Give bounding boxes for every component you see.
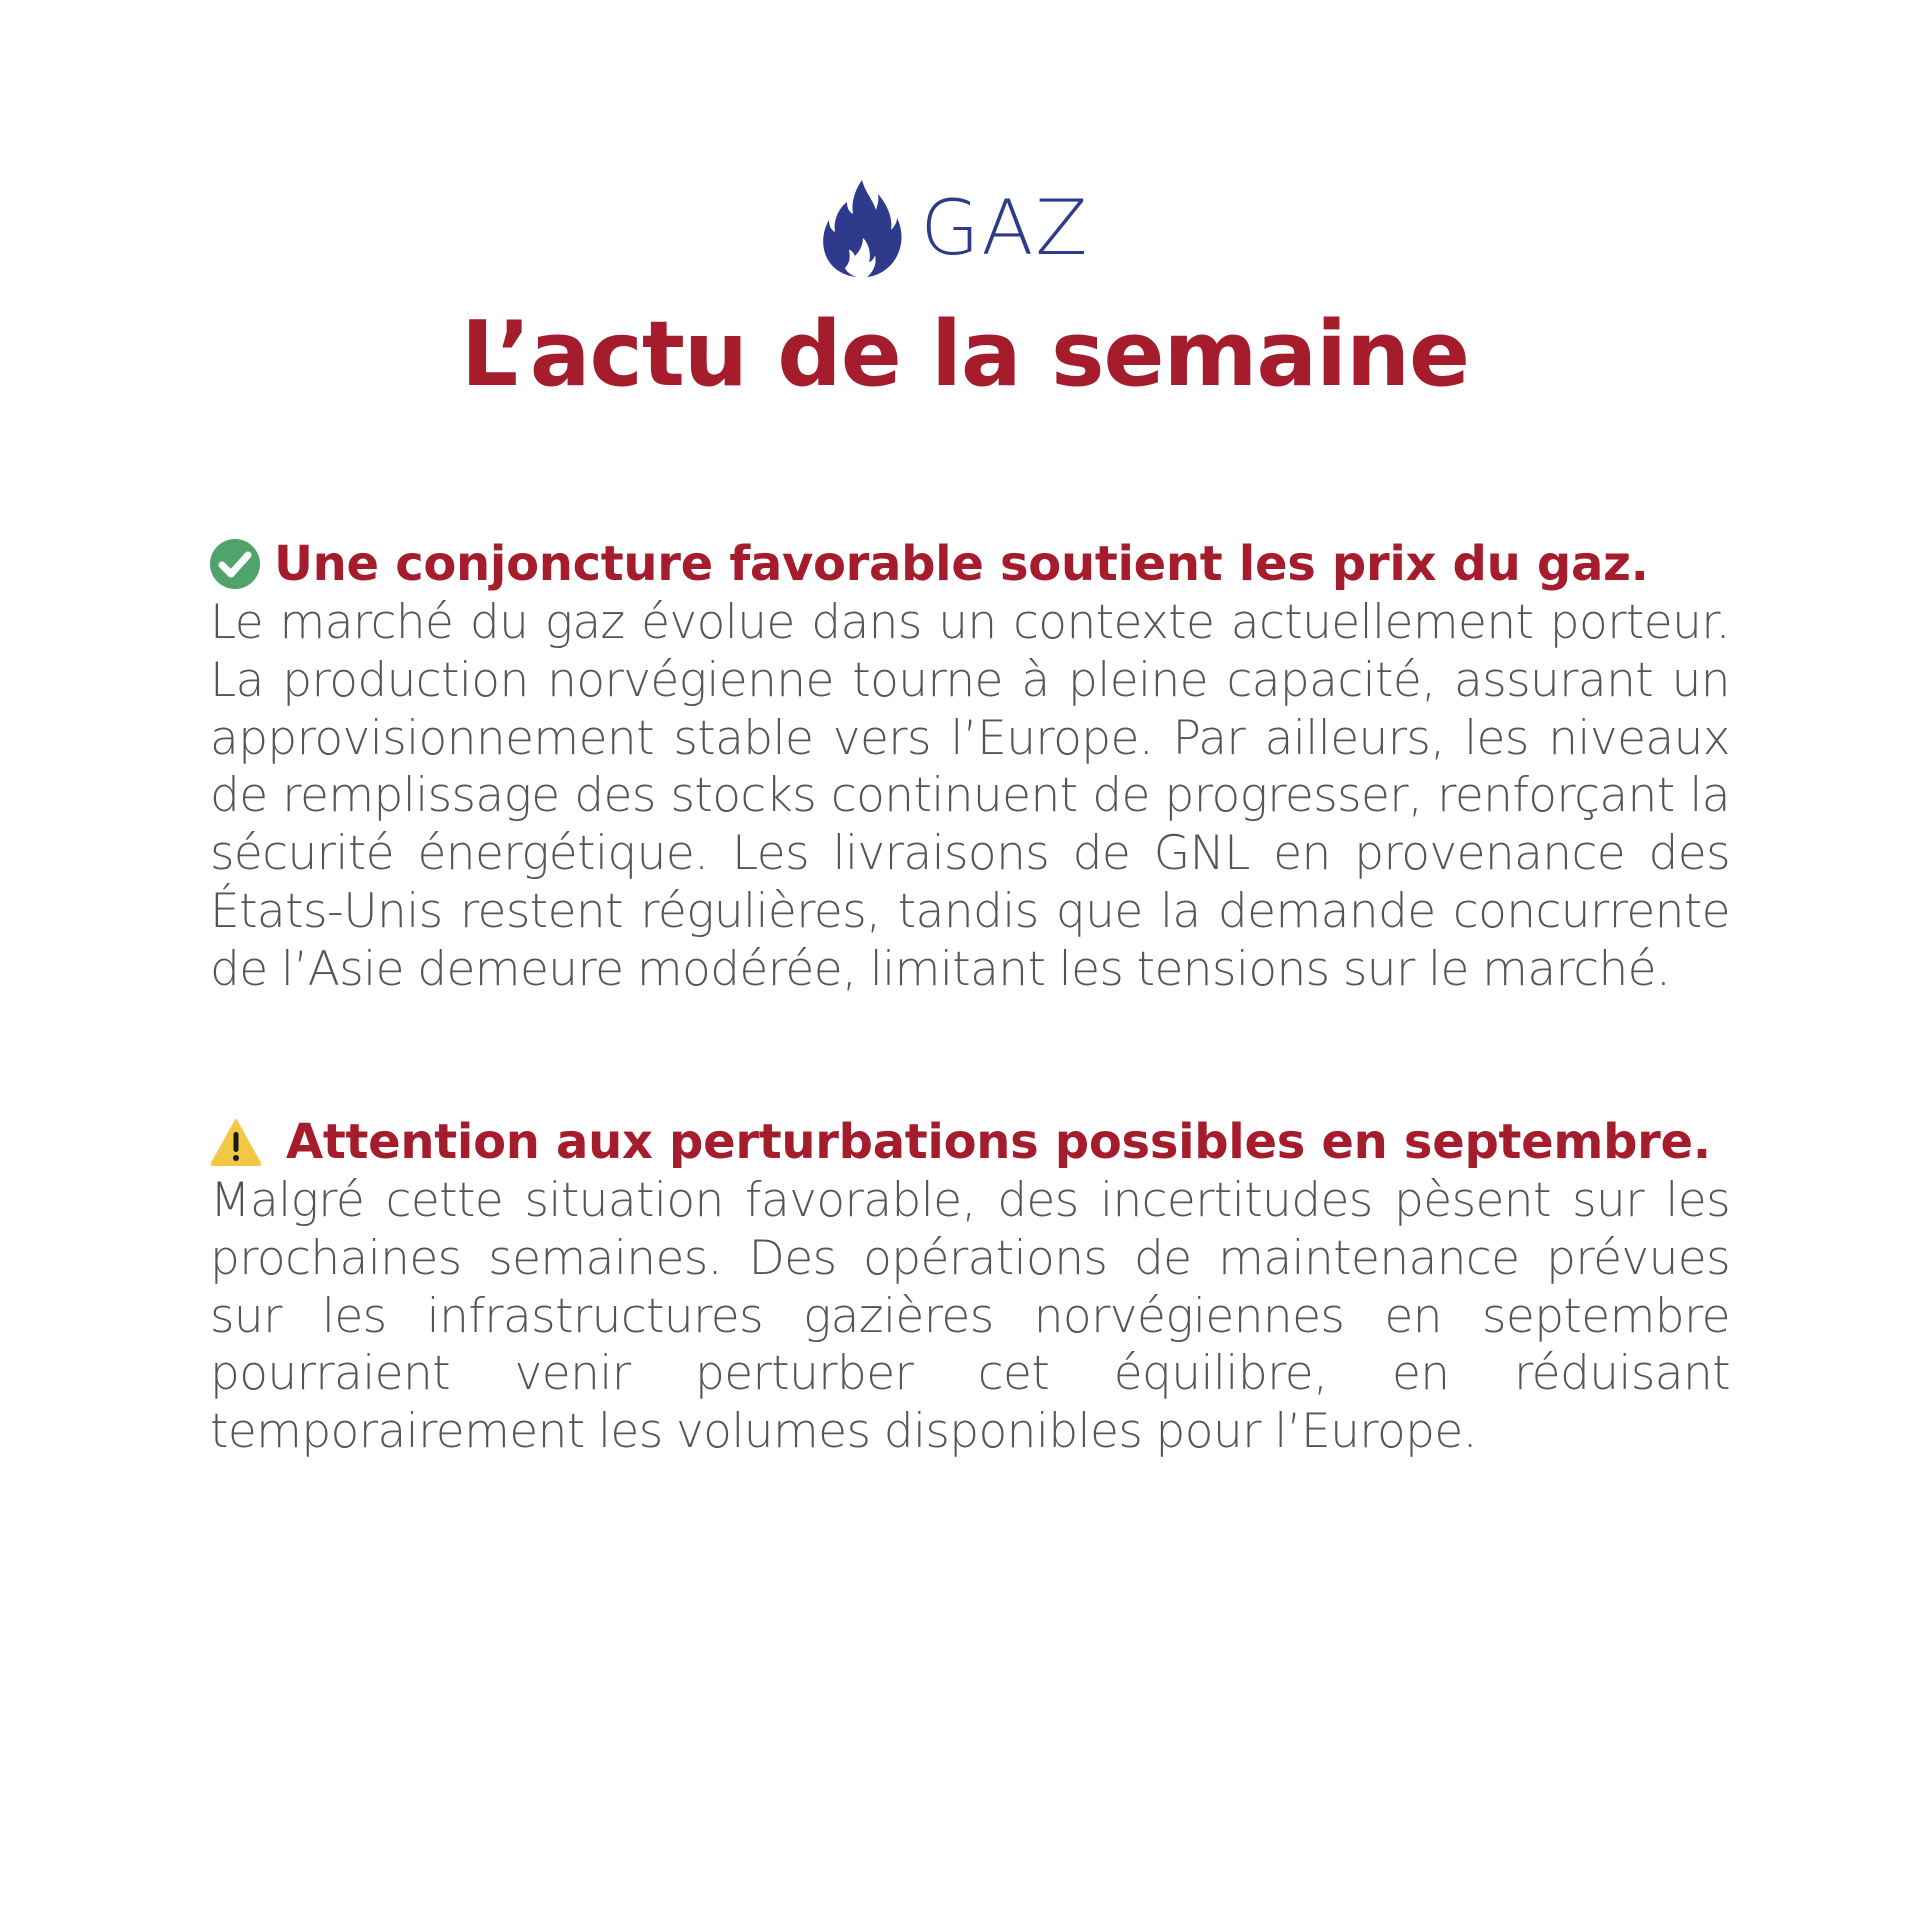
section-body: Malgré cette situation favorable, des incertitudes pèsent sur les prochaines semaines. Des opérations de maintenance prévues sur les infrastructures gazières norvégiennes en septembre pourraient venir perturber cet équilibre, en réduisant temporairement les volumes disponibles pour l’Europe. <box>210 1173 1730 1460</box>
warning-icon <box>210 1118 262 1166</box>
news-section-warning <box>210 1112 1730 1461</box>
flame-icon <box>821 178 903 278</box>
section-body: Le marché du gaz évolue dans un contexte actuellement porteur. La production norvégienne tourne à pleine capacité, assurant un approvisionnement stable vers l’Europe. Par ailleurs, les niveaux de remplissage des stocks continuent de progresser, renforçant la sécurité énergétique. Les livraisons de GNL en provenance des États-Unis restent régulières, tandis que la demande concurrente de l’Asie demeure modérée, limitant les tensions sur le marché. <box>210 595 1730 997</box>
section-heading-text: Une conjoncture favorable soutient les prix du gaz. <box>274 536 1649 592</box>
check-circle-icon <box>210 539 260 589</box>
section-heading <box>210 534 1730 594</box>
page-title: L’actu de la semaine <box>460 302 1470 407</box>
section-heading <box>210 1112 1730 1172</box>
section-heading-text: Attention aux perturbations possibles en septembre. <box>286 1114 1711 1170</box>
category-label: GAZ <box>920 183 1090 272</box>
category-header <box>0 178 1920 278</box>
news-section-favorable <box>210 534 1730 999</box>
